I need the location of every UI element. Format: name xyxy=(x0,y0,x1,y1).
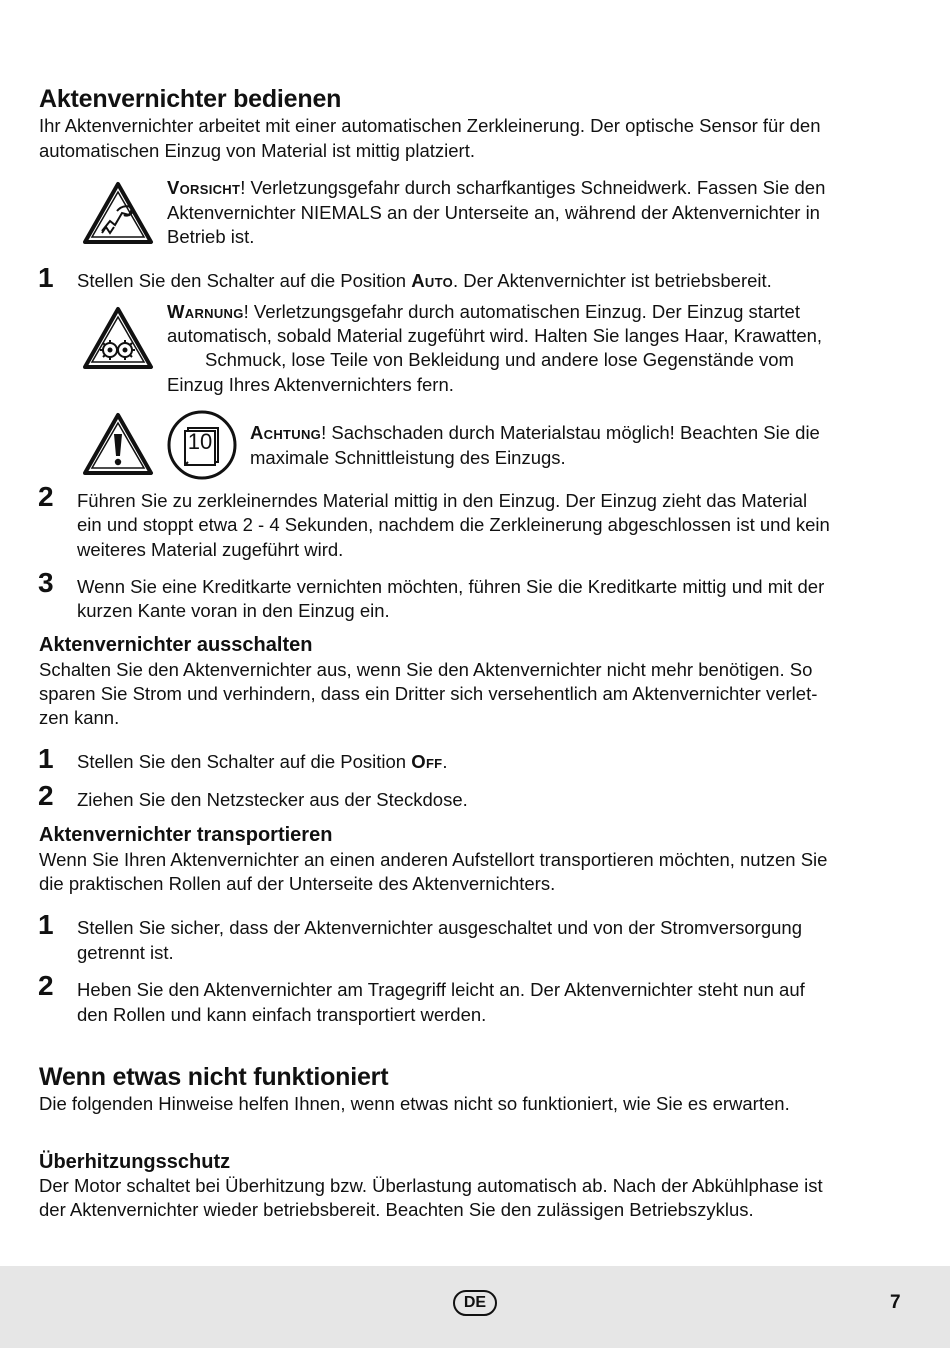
warning-line-3: Schmuck, lose Teile von Bekleidung und andere lose Gegenstände vom xyxy=(205,349,794,370)
warning-line-4: Einzug Ihres Aktenvernichters fern. xyxy=(167,374,454,395)
gear-entanglement-warning-icon xyxy=(82,306,154,370)
step-number: 2 xyxy=(38,970,54,1001)
step-number: 1 xyxy=(38,743,54,774)
step-number: 2 xyxy=(38,780,54,811)
mode-off: Off xyxy=(411,751,443,772)
caution-label: Vorsicht xyxy=(167,177,241,198)
switch-off-line-2: sparen Sie Strom und verhindern, dass ein Dritter sich versehentlich am Aktenvernichter verlet- xyxy=(39,683,818,704)
section-title-operate: Aktenvernichter bedienen xyxy=(39,85,342,113)
sheet-capacity-value: 10 xyxy=(187,429,213,454)
transport-step-2-line-1: Heben Sie den Aktenvernichter am Tragegriff leicht an. Der Aktenvernichter steht nun auf xyxy=(77,979,805,1000)
attention-line-1 xyxy=(250,421,820,446)
intro-line-1: Ihr Aktenvernichter arbeitet mit einer automatischen Zerkleinerung. Der optische Sensor für den xyxy=(39,115,821,136)
troubleshooting-line-1: Die folgenden Hinweise helfen Ihnen, wenn etwas nicht so funktioniert, wie Sie es erwarten. xyxy=(39,1093,790,1114)
step-number: 1 xyxy=(38,909,54,940)
step-2-line-2: ein und stoppt etwa 2 - 4 Sekunden, nachdem die Zerkleinerung abgeschlossen ist und kein xyxy=(77,514,830,535)
section-title-overheat: Überhitzungsschutz xyxy=(39,1151,231,1173)
switch-off-line-1: Schalten Sie den Aktenvernichter aus, wenn Sie den Aktenvernichter nicht mehr benötigen. So xyxy=(39,659,813,680)
transport-step-2-line-2: den Rollen und kann einfach transportiert werden. xyxy=(77,1004,487,1025)
step-number: 2 xyxy=(38,481,54,512)
step-number: 3 xyxy=(38,567,54,598)
step-1-post: . Der Aktenvernichter ist betriebsbereit. xyxy=(453,270,772,291)
warning-line-1 xyxy=(167,300,800,325)
warning-text-1: ! Verletzungsgefahr durch automatischen Einzug. Der Einzug startet xyxy=(243,301,800,322)
attention-label: Achtung xyxy=(250,422,322,443)
switch-off-step-2: Ziehen Sie den Netzstecker aus der Steckdose. xyxy=(77,789,468,810)
step-number: 1 xyxy=(38,262,54,293)
switch-off-step-1 xyxy=(77,750,448,775)
step-3-line-1: Wenn Sie eine Kreditkarte vernichten möchten, führen Sie die Kreditkarte mittig und mit der xyxy=(77,576,825,597)
switch-off-step-1-pre: Stellen Sie den Schalter auf die Position xyxy=(77,751,412,772)
hand-injury-warning-icon xyxy=(82,181,154,245)
intro-line-2: automatischen Einzug von Material ist mittig platziert. xyxy=(39,140,475,161)
step-1-pre: Stellen Sie den Schalter auf die Position xyxy=(77,270,412,291)
warning-line-2: automatisch, sobald Material zugeführt wird. Halten Sie langes Haar, Krawatten, xyxy=(167,325,823,346)
switch-off-step-1-post: . xyxy=(442,751,448,772)
step-3-line-2: kurzen Kante voran in den Einzug ein. xyxy=(77,600,390,621)
caution-line-1 xyxy=(167,176,825,201)
transport-step-1-line-2: getrennt ist. xyxy=(77,942,174,963)
section-title-transport: Aktenvernichter transportieren xyxy=(39,824,333,846)
caution-text-1: ! Verletzungsgefahr durch scharfkantiges Schneidwerk. Fassen Sie den xyxy=(240,177,826,198)
section-title-switch-off: Aktenvernichter ausschalten xyxy=(39,634,313,656)
overheat-line-1: Der Motor schaltet bei Überhitzung bzw. Überlastung automatisch ab. Nach der Abkühlphase ist xyxy=(39,1175,823,1196)
transport-line-2: die praktischen Rollen auf der Unterseite des Aktenvernichters. xyxy=(39,873,556,894)
language-badge: DE xyxy=(453,1290,497,1316)
page-number: 7 xyxy=(890,1292,901,1313)
step-1-text xyxy=(77,269,772,294)
attention-text-1: ! Sachschaden durch Materialstau möglich! Beachten Sie die xyxy=(321,422,820,443)
step-2-line-1: Führen Sie zu zerkleinerndes Material mittig in den Einzug. Der Einzug zieht das Material xyxy=(77,490,808,511)
exclamation-warning-icon xyxy=(82,412,154,476)
step-2-line-3: weiteres Material zugeführt wird. xyxy=(77,539,344,560)
caution-line-3: Betrieb ist. xyxy=(167,226,255,247)
switch-off-line-3: zen kann. xyxy=(39,707,120,728)
caution-line-2: Aktenvernichter NIEMALS an der Unterseite an, während der Aktenvernichter in xyxy=(167,202,820,223)
overheat-line-2: der Aktenvernichter wieder betriebsbereit. Beachten Sie den zulässigen Betriebszyklus. xyxy=(39,1199,754,1220)
warning-label: Warnung xyxy=(167,301,244,322)
section-title-troubleshooting: Wenn etwas nicht funktioniert xyxy=(39,1063,389,1091)
mode-auto: Auto xyxy=(411,270,454,291)
transport-line-1: Wenn Sie Ihren Aktenvernichter an einen anderen Aufstellort transportieren möchten, nutzen Sie xyxy=(39,849,828,870)
transport-step-1-line-1: Stellen Sie sicher, dass der Aktenvernichter ausgeschaltet und von der Stromversorgung xyxy=(77,917,802,938)
attention-line-2: maximale Schnittleistung des Einzugs. xyxy=(250,447,566,468)
